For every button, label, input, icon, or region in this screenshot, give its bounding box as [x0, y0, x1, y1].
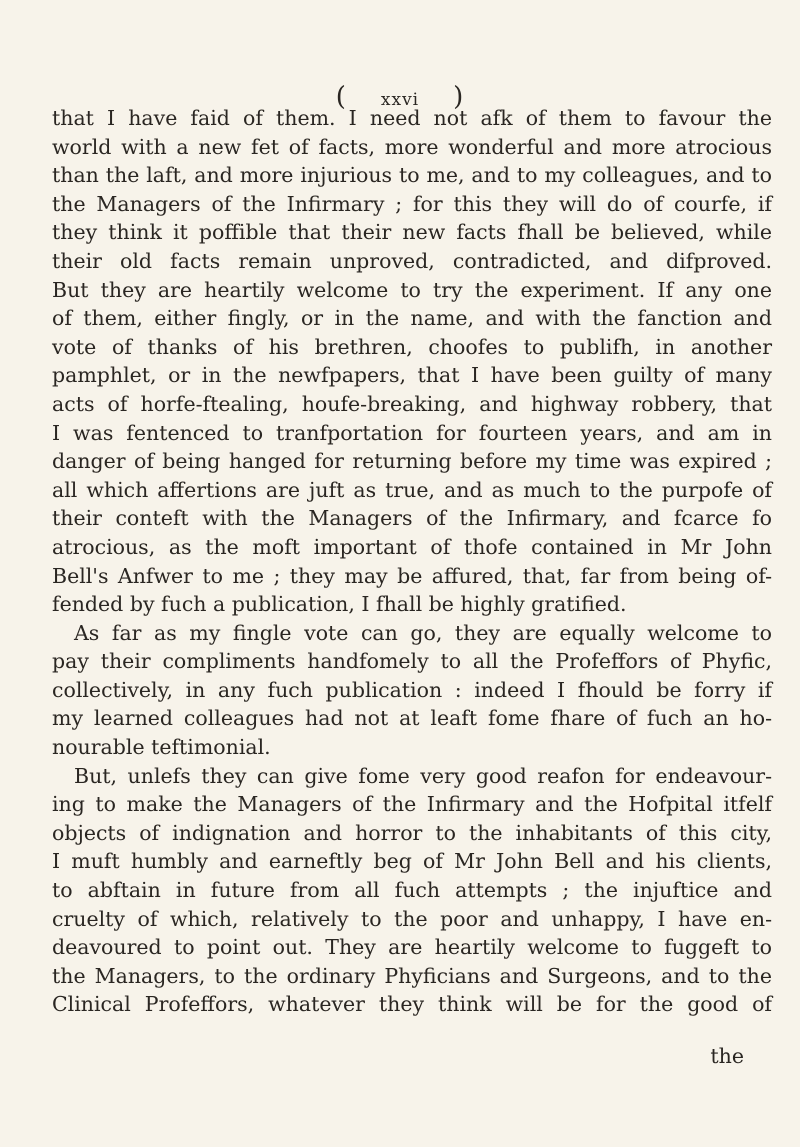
text-line: vote of thanks of his brethren, choofes to publifh, in another: [52, 334, 772, 359]
text-line: Bell's Anfwer to me ; they may be affured, that, far from being of-: [52, 563, 772, 588]
text-line: I muft humbly and earneftly beg of Mr John Bell and his clients,: [52, 849, 772, 874]
text-line: ing to make the Managers of the Infirmary and the Hofpital itfelf: [52, 792, 772, 817]
text-line: As far as my fingle vote can go, they are equally welcome to: [74, 620, 772, 645]
text-line: pay their compliments handfomely to all the Profeffors of Phyfic,: [52, 649, 772, 674]
text-line: than the laft, and more injurious to me, and to my colleagues, and to: [52, 163, 772, 188]
text-line: they think it poffible that their new facts fhall be believed, while: [52, 220, 772, 245]
text-line: acts of horfe-ftealing, houfe-breaking, and highway robbery, that: [52, 391, 772, 416]
text-line: the Managers of the Infirmary ; for this they will do of courfe, if: [52, 191, 772, 216]
folio-open-paren: (: [335, 82, 347, 112]
text-line: But, unlefs they can give fome very good reafon for endeavour-: [74, 763, 772, 788]
text-line: fended by fuch a publication, I fhall be highly gratified.: [52, 592, 627, 617]
text-line: my learned colleagues had not at leaft fome fhare of fuch an ho-: [52, 706, 772, 731]
page-number: xxvi: [380, 90, 420, 110]
text-line: their old facts remain unproved, contradicted, and difproved.: [52, 248, 772, 273]
text-line: the Managers, to the ordinary Phyficians and Surgeons, and to the: [52, 963, 772, 988]
text-line: deavoured to point out. They are heartily welcome to fuggeft to: [52, 935, 772, 960]
body-text: [52, 104, 772, 1019]
text-line: world with a new fet of facts, more wonderful and more atrocious: [52, 134, 772, 159]
text-line: to abftain in future from all fuch attempts ; the injuftice and: [52, 878, 772, 903]
text-line: danger of being hanged for returning before my time was expired ;: [52, 449, 772, 474]
text-line: their conteft with the Managers of the Infirmary, and fcarce fo: [52, 506, 772, 531]
text-line: Clinical Profeffors, whatever they think will be for the good of: [52, 992, 772, 1017]
text-line: collectively, in any fuch publication : indeed I fhould be forry if: [52, 677, 772, 702]
text-line: that I have faid of them. I need not afk of them to favour the: [52, 106, 772, 130]
text-line: I was fentenced to tranfportation for fourteen years, and am in: [52, 420, 772, 445]
text-line: atrocious, as the moft important of thofe contained in Mr John: [52, 534, 772, 559]
folio-close-paren: ): [453, 82, 465, 112]
catchword: the: [710, 1044, 744, 1068]
text-line: all which affertions are juft as true, and as much to the purpofe of: [52, 477, 772, 502]
text-line: pamphlet, or in the newfpapers, that I have been guilty of many: [52, 363, 772, 388]
text-line: of them, either fingly, or in the name, and with the fanction and: [52, 306, 772, 331]
text-line: objects of indignation and horror to the inhabitants of this city,: [52, 820, 772, 845]
text-line: cruelty of which, relatively to the poor and unhappy, I have en-: [52, 906, 772, 931]
text-line: nourable teftimonial.: [52, 735, 271, 760]
text-line: But they are heartily welcome to try the experiment. If any one: [52, 277, 772, 302]
